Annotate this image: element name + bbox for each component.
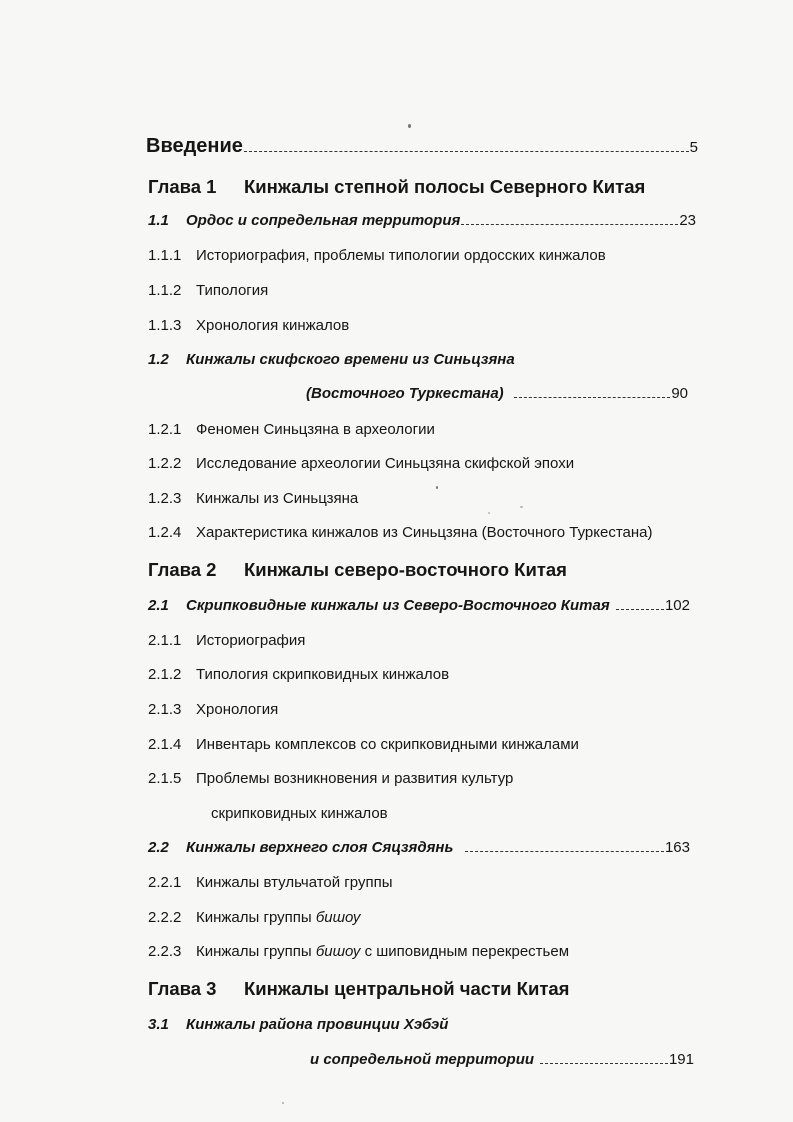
section-title: Кинжалы скифского времени из Синьцзяна [186,351,515,368]
subsection-number: 1.2.2 [148,455,182,472]
scan-speck [520,506,523,508]
leader-dots [461,224,678,225]
subsection-1-2-1 [148,422,435,437]
section-page: 90 [671,385,688,402]
subsection-2-1-5-continuation [211,806,388,821]
subsection-2-1-2 [148,667,449,682]
subsection-title: Кинжалы группы [196,943,316,960]
toc-intro [146,136,698,156]
subsection-2-1-5 [148,771,513,786]
section-2-1 [148,598,690,613]
subsection-2-2-1 [148,875,392,890]
subsection-1-1-3 [148,318,349,333]
subsection-title: Историография [196,632,306,649]
subsection-title: Характеристика кинжалов из Синьцзяна (Восточного Туркестана) [196,524,653,541]
chapter-title: Кинжалы северо-восточного Китая [244,559,567,580]
chapter-2-heading [148,561,567,580]
subsection-number: 1.1.3 [148,317,182,334]
chapter-1-heading [148,178,645,197]
section-1-1 [148,213,696,228]
subsection-number: 2.1.5 [148,770,182,787]
section-title: Кинжалы района провинции Хэбэй [186,1016,449,1033]
chapter-title: Кинжалы степной полосы Северного Китая [244,176,646,197]
leader-dots [540,1063,668,1064]
subsection-title-italic: бишоу [315,943,361,960]
subsection-number: 1.2.3 [148,490,182,507]
subsection-1-2-3 [148,491,358,506]
subsection-title: Кинжалы группы [196,909,316,926]
subsection-1-1-2 [148,283,268,298]
subsection-title: Типология [196,282,269,299]
subsection-number: 2.1.2 [148,666,182,683]
section-title: Скрипковидные кинжалы из Северо-Восточного Китая [186,597,610,614]
subsection-2-2-2 [148,910,360,925]
scan-speck [488,512,490,514]
subsection-number: 2.1.3 [148,701,182,718]
subsection-title: Кинжалы втульчатой группы [196,874,393,891]
section-2-2 [148,840,690,855]
section-page: 191 [668,1051,694,1068]
leader-dots [616,609,664,610]
section-title-cont: и сопредельной территории [310,1051,535,1068]
section-number: 1.1 [148,212,169,229]
subsection-number: 1.1.2 [148,282,182,299]
subsection-number: 1.2.1 [148,421,182,438]
subsection-1-2-4 [148,525,653,540]
leader-dots [244,151,689,152]
section-title: Ордос и сопредельная территория [186,212,461,229]
section-number: 2.1 [148,597,169,614]
scan-speck [436,486,438,489]
subsection-2-2-3 [148,944,569,959]
section-page: 102 [664,597,690,614]
subsection-number: 2.2.3 [148,943,182,960]
subsection-2-1-1 [148,633,305,648]
subsection-title: Исследование археологии Синьцзяна скифской эпохи [196,455,575,472]
section-title-cont: (Восточного Туркестана) [306,385,504,402]
subsection-number: 1.2.4 [148,524,182,541]
subsection-number: 2.1.4 [148,736,182,753]
subsection-number: 1.1.1 [148,247,182,264]
section-3-1-continuation [310,1052,694,1067]
subsection-title: Феномен Синьцзяна в археологии [196,421,435,438]
leader-dots [465,851,664,852]
chapter-number: Глава 3 [148,978,217,999]
subsection-2-1-3 [148,702,278,717]
subsection-number: 2.2.1 [148,874,182,891]
subsection-2-1-4 [148,737,579,752]
subsection-title: Кинжалы из Синьцзяна [196,490,359,507]
subsection-title: Хронология кинжалов [196,317,350,334]
subsection-title-italic: бишоу [315,909,361,926]
section-page: 23 [679,212,696,229]
chapter-number: Глава 1 [148,176,217,197]
subsection-title-rest: с шиповидным перекрестьем [360,943,569,960]
section-1-2-continuation [306,386,688,401]
scan-speck [408,124,411,128]
intro-page: 5 [689,139,698,156]
section-number: 2.2 [148,839,169,856]
section-3-1 [148,1017,448,1032]
scan-speck [282,1102,284,1104]
subsection-title: Типология скрипковидных кинжалов [196,666,450,683]
intro-title: Введение [146,135,243,157]
subsection-number: 2.2.2 [148,909,182,926]
chapter-number: Глава 2 [148,559,217,580]
subsection-title-cont: скрипковидных кинжалов [211,805,388,822]
subsection-1-1-1 [148,248,606,263]
subsection-1-2-2 [148,456,574,471]
chapter-title: Кинжалы центральной части Китая [244,978,570,999]
section-1-2 [148,352,515,367]
section-page: 163 [664,839,690,856]
subsection-title: Хронология [196,701,279,718]
subsection-title: Проблемы возникновения и развития культур [196,770,514,787]
chapter-3-heading [148,980,569,999]
subsection-number: 2.1.1 [148,632,182,649]
subsection-title: Историография, проблемы типологии ордосских кинжалов [196,247,606,264]
section-number: 1.2 [148,351,169,368]
section-number: 3.1 [148,1016,169,1033]
leader-dots [514,397,671,398]
subsection-title: Инвентарь комплексов со скрипковидными кинжалами [196,736,579,753]
section-title: Кинжалы верхнего слоя Сяцзядянь [186,839,454,856]
